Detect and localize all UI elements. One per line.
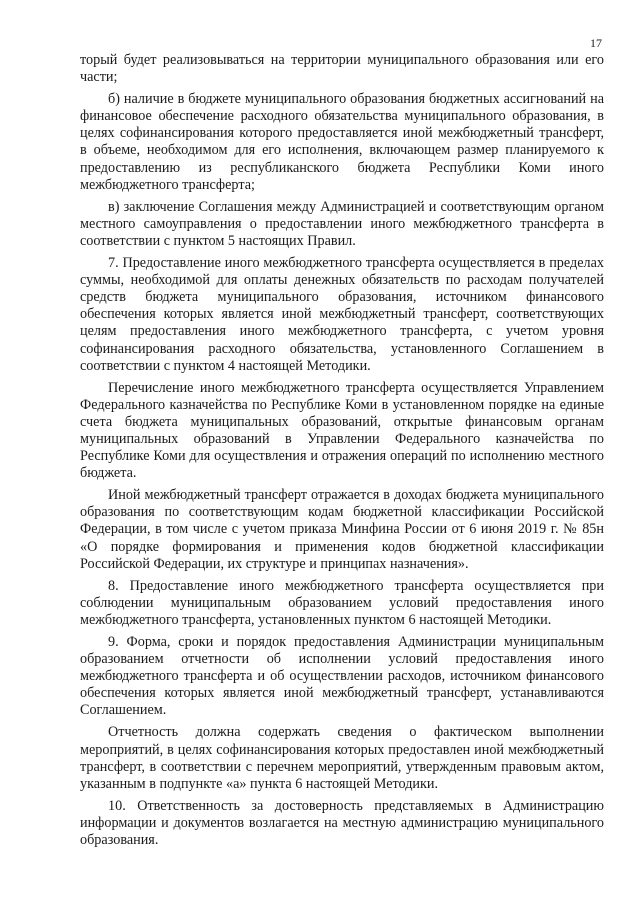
paragraph-7: 7. Предоставление иного межбюджетного трансферта осуществляется в пределах суммы, необходимой для оплаты денежных обязательств по расходам получателей средств бюджета муниципального образования, источником финансового обеспечения которых является иной межбюджетный трансферт, соответствующих целям предоставления иного межбюджетного трансферта, с учетом уровня софинансирования расходного обязательства, установленного Соглашением в соответствии с пунктом 4 настоящей Методики.	[80, 255, 604, 374]
paragraph-8: 8. Предоставление иного межбюджетного трансферта осуществляется при соблюдении муниципальным образованием условий предоставления иного межбюджетного трансферта, установленных пунктом 6 настоящей Методики.	[80, 577, 604, 628]
paragraph-10: 10. Ответственность за достоверность представляемых в Администрацию информации и документов возлагается на местную администрацию муниципального образования.	[80, 797, 604, 849]
paragraph-transfer-accounting: Иной межбюджетный трансферт отражается в доходах бюджета муниципального образования по соответствующим кодам бюджетной классификации Российской Федерации, в том числе с учетом приказа Минфина России от 6 июня 2019 г. № 85н «О порядке формирования и применения кодов бюджетной классификации Российской Федерации, их структуре и принципах назначения».	[80, 487, 604, 572]
page-number: 17	[590, 36, 602, 50]
paragraph-item-b: б) наличие в бюджете муниципального образования бюджетных ассигнований на финансовое обеспечение расходного обязательства муниципального образования, в целях софинансирования которого предоставляется иной межбюджетный трансферт, в объеме, необходимом для его исполнения, включающем размер планируемого к предоставлению из республиканского бюджета Республики Коми иного межбюджетного трансферта;	[80, 91, 604, 193]
paragraph-continuation: торый будет реализовываться на территории муниципального образования или его части;	[80, 52, 604, 86]
document-body	[80, 52, 604, 849]
paragraph-reporting: Отчетность должна содержать сведения о фактическом выполнении мероприятий, в целях софинансирования которых предоставлен иной межбюджетный трансферт, в соответствии с перечнем мероприятий, утвержденным правовым актом, указанным в подпункте «а» пункта 6 настоящей Методики.	[80, 724, 604, 792]
paragraph-9: 9. Форма, сроки и порядок предоставления Администрации муниципальным образованием отчетности об исполнении условий предоставления иного межбюджетного трансферта и об осуществлении расходов, источником финансового обеспечения которых является иной межбюджетный трансферт, устанавливаются Соглашением.	[80, 634, 604, 719]
paragraph-transfer-execution: Перечисление иного межбюджетного трансферта осуществляется Управлением Федерального казначейства по Республике Коми в установленном порядке на единые счета бюджета муниципальных образований, открытые финансовым органам муниципальных образований в Управлении Федерального казначейства по Республике Коми для осуществления и отражения операций по исполнению местного бюджета.	[80, 379, 604, 482]
paragraph-item-v: в) заключение Соглашения между Администрацией и соответствующим органом местного самоуправления о предоставлении иного межбюджетного трансферта в соответствии с пунктом 5 настоящих Правил.	[80, 198, 604, 249]
